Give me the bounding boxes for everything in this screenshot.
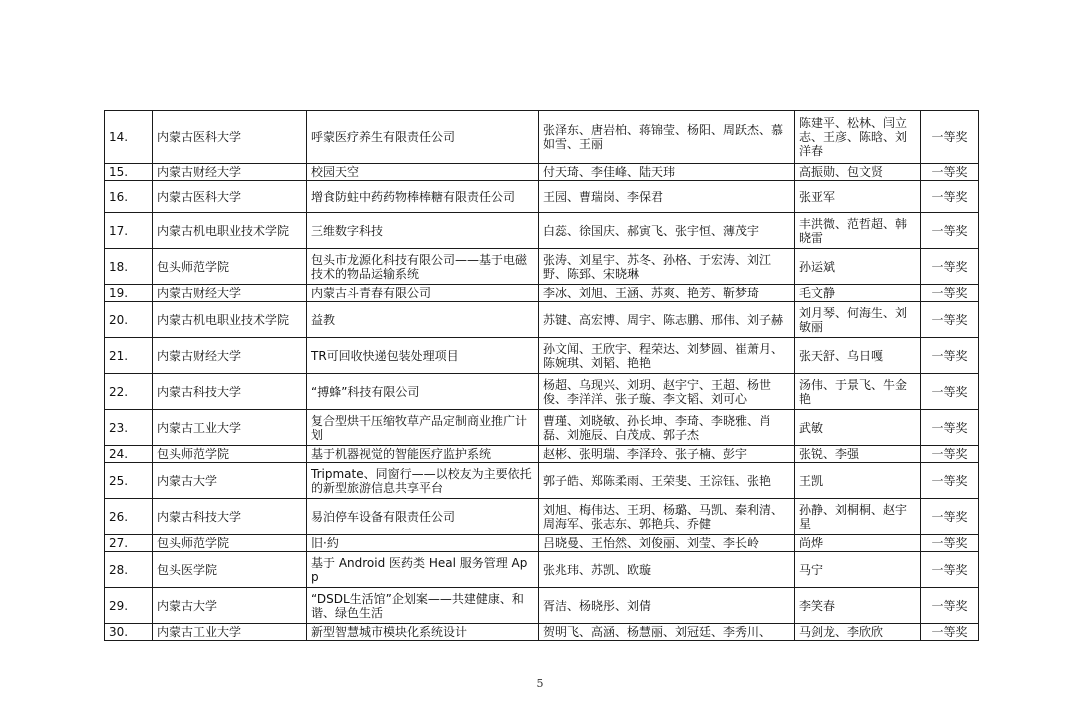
row-number: 18. bbox=[105, 249, 153, 285]
advisor-names: 王凯 bbox=[795, 463, 921, 499]
advisor-names: 丰洪微、范哲超、韩晓雷 bbox=[795, 213, 921, 249]
school-name: 内蒙古财经大学 bbox=[153, 338, 307, 374]
project-name: 易泊停车设备有限责任公司 bbox=[307, 499, 539, 535]
award-level: 一等奖 bbox=[921, 213, 979, 249]
row-number: 20. bbox=[105, 302, 153, 338]
award-level: 一等奖 bbox=[921, 446, 979, 463]
project-name: 内蒙古斗青春有限公司 bbox=[307, 285, 539, 302]
row-number: 26. bbox=[105, 499, 153, 535]
award-level: 一等奖 bbox=[921, 535, 979, 552]
student-names: 曹瑾、刘晓敏、孙长坤、李琦、李晓雅、肖磊、刘施辰、白茂成、郭子杰 bbox=[539, 410, 795, 446]
row-number: 19. bbox=[105, 285, 153, 302]
student-names: 吕晓曼、王怡然、刘俊丽、刘莹、李长岭 bbox=[539, 535, 795, 552]
advisor-names: 毛文静 bbox=[795, 285, 921, 302]
table-row bbox=[105, 249, 979, 285]
student-names: 苏键、高宏博、周宇、陈志鹏、邢伟、刘子赫 bbox=[539, 302, 795, 338]
school-name: 内蒙古大学 bbox=[153, 588, 307, 624]
school-name: 内蒙古机电职业技术学院 bbox=[153, 213, 307, 249]
project-name: “DSDL生活馆”企划案——共建健康、和谐、绿色生活 bbox=[307, 588, 539, 624]
school-name: 包头师范学院 bbox=[153, 535, 307, 552]
project-name: 包头市龙源化科技有限公司——基于电磁技术的物品运输系统 bbox=[307, 249, 539, 285]
project-name: 益教 bbox=[307, 302, 539, 338]
student-names: 王园、曹瑞岗、李保君 bbox=[539, 181, 795, 213]
student-names: 张涛、刘星宇、苏冬、孙格、于宏涛、刘江野、陈郅、宋晓琳 bbox=[539, 249, 795, 285]
page-number: 5 bbox=[536, 677, 544, 690]
advisor-names: 张天舒、乌日嘎 bbox=[795, 338, 921, 374]
school-name: 内蒙古医科大学 bbox=[153, 181, 307, 213]
school-name: 内蒙古大学 bbox=[153, 463, 307, 499]
student-names: 刘旭、梅伟达、王玥、杨璐、马凯、秦利清、周海军、张志东、郭艳兵、乔健 bbox=[539, 499, 795, 535]
project-name: 增食防蛀中药药物棒棒糖有限责任公司 bbox=[307, 181, 539, 213]
award-level: 一等奖 bbox=[921, 302, 979, 338]
student-names: 贺明飞、高涵、杨慧丽、刘冠廷、李秀川、 bbox=[539, 624, 795, 641]
award-level: 一等奖 bbox=[921, 249, 979, 285]
table-row bbox=[105, 374, 979, 410]
award-level: 一等奖 bbox=[921, 338, 979, 374]
award-level: 一等奖 bbox=[921, 285, 979, 302]
row-number: 17. bbox=[105, 213, 153, 249]
award-level: 一等奖 bbox=[921, 111, 979, 164]
project-name: TR可回收快递包装处理项目 bbox=[307, 338, 539, 374]
advisor-names: 孙运斌 bbox=[795, 249, 921, 285]
school-name: 内蒙古医科大学 bbox=[153, 111, 307, 164]
award-level: 一等奖 bbox=[921, 181, 979, 213]
advisor-names: 高振勋、包文贤 bbox=[795, 164, 921, 181]
advisor-names: 马宁 bbox=[795, 552, 921, 588]
advisor-names: 马剑龙、李欣欣 bbox=[795, 624, 921, 641]
row-number: 21. bbox=[105, 338, 153, 374]
student-names: 李冰、刘旭、王涵、苏爽、艳芳、靳梦琦 bbox=[539, 285, 795, 302]
row-number: 16. bbox=[105, 181, 153, 213]
school-name: 包头医学院 bbox=[153, 552, 307, 588]
award-level: 一等奖 bbox=[921, 164, 979, 181]
advisor-names: 陈建平、松林、闫立志、王彦、陈晗、刘洋春 bbox=[795, 111, 921, 164]
row-number: 24. bbox=[105, 446, 153, 463]
student-names: 张兆玮、苏凯、欧璇 bbox=[539, 552, 795, 588]
project-name: 呼蒙医疗养生有限责任公司 bbox=[307, 111, 539, 164]
row-number: 30. bbox=[105, 624, 153, 641]
advisor-names: 汤伟、于景飞、牛金艳 bbox=[795, 374, 921, 410]
student-names: 胥洁、杨晓彤、刘倩 bbox=[539, 588, 795, 624]
school-name: 内蒙古科技大学 bbox=[153, 499, 307, 535]
award-level: 一等奖 bbox=[921, 463, 979, 499]
table-row bbox=[105, 624, 979, 641]
student-names: 杨超、乌现兴、刘玥、赵宇宁、王超、杨世俊、李洋洋、张子璇、李文韬、刘可心 bbox=[539, 374, 795, 410]
advisor-names: 张亚军 bbox=[795, 181, 921, 213]
row-number: 15. bbox=[105, 164, 153, 181]
award-level: 一等奖 bbox=[921, 499, 979, 535]
table-row bbox=[105, 164, 979, 181]
project-name: 三维数字科技 bbox=[307, 213, 539, 249]
award-level: 一等奖 bbox=[921, 410, 979, 446]
awards-table-body bbox=[105, 111, 979, 641]
advisor-names: 尚烨 bbox=[795, 535, 921, 552]
table-row bbox=[105, 285, 979, 302]
school-name: 内蒙古机电职业技术学院 bbox=[153, 302, 307, 338]
row-number: 23. bbox=[105, 410, 153, 446]
school-name: 内蒙古财经大学 bbox=[153, 285, 307, 302]
student-names: 付天琦、李佳峰、陆天玮 bbox=[539, 164, 795, 181]
award-level: 一等奖 bbox=[921, 624, 979, 641]
student-names: 郭子皓、郑陈柔雨、王荣斐、王淙钰、张艳 bbox=[539, 463, 795, 499]
school-name: 内蒙古工业大学 bbox=[153, 624, 307, 641]
award-level: 一等奖 bbox=[921, 552, 979, 588]
project-name: 复合型烘干压缩牧草产品定制商业推广计划 bbox=[307, 410, 539, 446]
table-row bbox=[105, 499, 979, 535]
advisor-names: 张锐、李强 bbox=[795, 446, 921, 463]
table-row bbox=[105, 535, 979, 552]
awards-table bbox=[104, 110, 979, 641]
award-level: 一等奖 bbox=[921, 588, 979, 624]
project-name: 校园天空 bbox=[307, 164, 539, 181]
school-name: 内蒙古工业大学 bbox=[153, 410, 307, 446]
table-row bbox=[105, 111, 979, 164]
student-names: 张泽东、唐岩柏、蒋锦莹、杨阳、周跃杰、慕如雪、王丽 bbox=[539, 111, 795, 164]
project-name: Tripmate、同窗行——以校友为主要依托的新型旅游信息共享平台 bbox=[307, 463, 539, 499]
table-row bbox=[105, 338, 979, 374]
student-names: 白蕊、徐国庆、郝寅飞、张宇恒、薄茂宇 bbox=[539, 213, 795, 249]
table-row bbox=[105, 181, 979, 213]
table-row bbox=[105, 463, 979, 499]
school-name: 包头师范学院 bbox=[153, 446, 307, 463]
table-row bbox=[105, 410, 979, 446]
row-number: 29. bbox=[105, 588, 153, 624]
row-number: 28. bbox=[105, 552, 153, 588]
advisor-names: 刘月琴、何海生、刘敏丽 bbox=[795, 302, 921, 338]
table-row bbox=[105, 446, 979, 463]
school-name: 包头师范学院 bbox=[153, 249, 307, 285]
row-number: 27. bbox=[105, 535, 153, 552]
table-row bbox=[105, 552, 979, 588]
school-name: 内蒙古财经大学 bbox=[153, 164, 307, 181]
table-row bbox=[105, 588, 979, 624]
advisor-names: 孙静、刘桐桐、赵宇星 bbox=[795, 499, 921, 535]
project-name: 旧·約 bbox=[307, 535, 539, 552]
student-names: 孙文闻、王欣宇、程荣达、刘梦圆、崔萧月、陈婉琪、刘韬、艳艳 bbox=[539, 338, 795, 374]
row-number: 22. bbox=[105, 374, 153, 410]
row-number: 14. bbox=[105, 111, 153, 164]
advisor-names: 武敏 bbox=[795, 410, 921, 446]
advisor-names: 李笑春 bbox=[795, 588, 921, 624]
table-row bbox=[105, 302, 979, 338]
project-name: 基于 Android 医药类 Heal 服务管理 App bbox=[307, 552, 539, 588]
award-level: 一等奖 bbox=[921, 374, 979, 410]
school-name: 内蒙古科技大学 bbox=[153, 374, 307, 410]
project-name: 新型智慧城市模块化系统设计 bbox=[307, 624, 539, 641]
project-name: 基于机器视觉的智能医疗监护系统 bbox=[307, 446, 539, 463]
row-number: 25. bbox=[105, 463, 153, 499]
project-name: “搏蜂”科技有限公司 bbox=[307, 374, 539, 410]
student-names: 赵彬、张明瑞、李泽玲、张子楠、彭宇 bbox=[539, 446, 795, 463]
table-row bbox=[105, 213, 979, 249]
